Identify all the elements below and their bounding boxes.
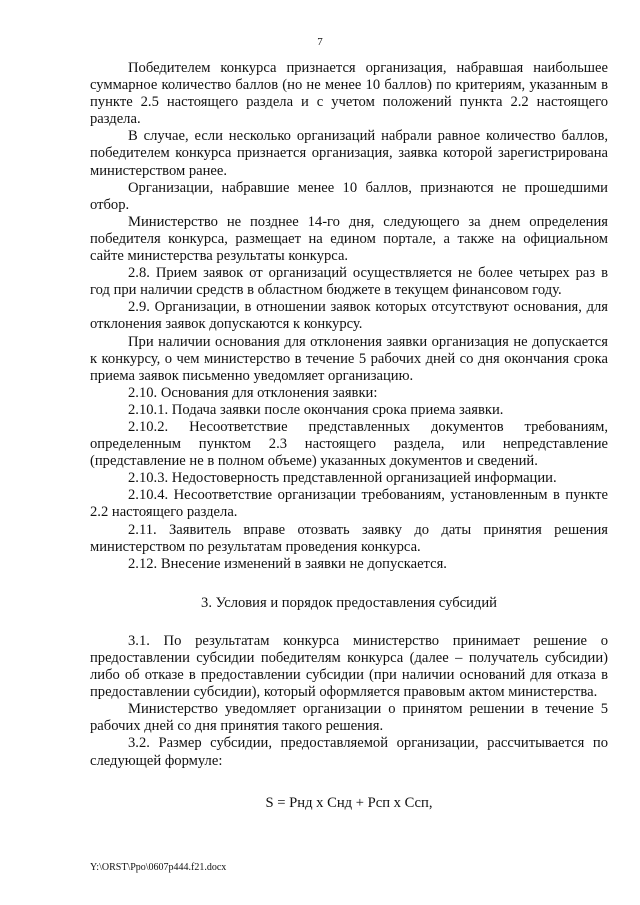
paragraph: 2.10.3. Недостоверность представленной организацией информации. <box>128 470 557 487</box>
paragraph: Победителем конкурса признается организация, набравшая наибольшее суммарное количество баллов (но не менее 10 баллов) по критериям, указанным в пункте 2.5 настоящего раздела и с учетом положений пункта 2.2 настоящего раздела. <box>90 60 608 128</box>
paragraph: 2.12. Внесение изменений в заявки не допускается. <box>128 555 447 572</box>
section-title: 3. Условия и порядок предоставления субсидий <box>201 594 497 611</box>
paragraph: Министерство не позднее 14-го дня, следующего за днем определения победителя конкурса, размещает на едином портале, а также на официальном сайте министерства результаты конкурса. <box>90 213 608 265</box>
paragraph: 2.9. Организации, в отношении заявок которых отсутствуют основания, для отклонения заявок допускаются к конкурсу. <box>90 299 608 333</box>
file-path-footer: Y:\ORST\Ppo\0607p444.f21.docx <box>90 862 227 873</box>
paragraph: В случае, если несколько организаций набрали равное количество баллов, победителем конкурса признается организация, заявка которой зарегистрирована министерством ранее. <box>90 128 608 179</box>
document-body <box>90 60 608 812</box>
paragraph: 3.2. Размер субсидии, предоставляемой организации, рассчитывается по следующей формуле: <box>90 735 608 769</box>
paragraph: При наличии основания для отклонения заявки организация не допускается к конкурсу, о чем министерство в течение 5 рабочих дней со дня окончания срока приема заявок письменно уведомляет организацию. <box>90 333 608 384</box>
paragraph: 3.1. По результатам конкурса министерство принимает решение о предоставлении субсидии победителям конкурса (далее – получатель субсидии) либо об отказе в предоставлении субсидии (при наличии оснований для отказа в предоставлении субсидии), который оформляется правовым актом министерства. <box>90 632 608 701</box>
paragraph: 2.10.1. Подача заявки после окончания срока приема заявки. <box>128 401 504 418</box>
paragraph: 2.10.4. Несоответствие организации требованиям, установленным в пункте 2.2 настоящего раздела. <box>90 487 608 521</box>
paragraph: 2.10. Основания для отклонения заявки: <box>128 384 378 401</box>
paragraph: 2.11. Заявитель вправе отозвать заявку до даты принятия решения министерством по результатам проведения конкурса. <box>90 521 608 555</box>
paragraph: 2.8. Прием заявок от организаций осуществляется не более четырех раз в год при наличии средств в областном бюджете в текущем финансовом году. <box>90 265 608 299</box>
paragraph: Организации, набравшие менее 10 баллов, признаются не прошедшими отбор. <box>90 179 608 213</box>
paragraph: Министерство уведомляет организации о принятом решении в течение 5 рабочих дней со дня принятия такого решения. <box>90 701 608 735</box>
formula: S = Рнд x Снд + Рсп x Ссп, <box>265 794 433 811</box>
paragraph: 2.10.2. Несоответствие представленных документов требованиям, определенным пунктом 2.3 настоящего раздела, или непредставление (представление не в полном объеме) указанных документов и сведений. <box>90 418 608 470</box>
page-number: 7 <box>317 36 323 48</box>
